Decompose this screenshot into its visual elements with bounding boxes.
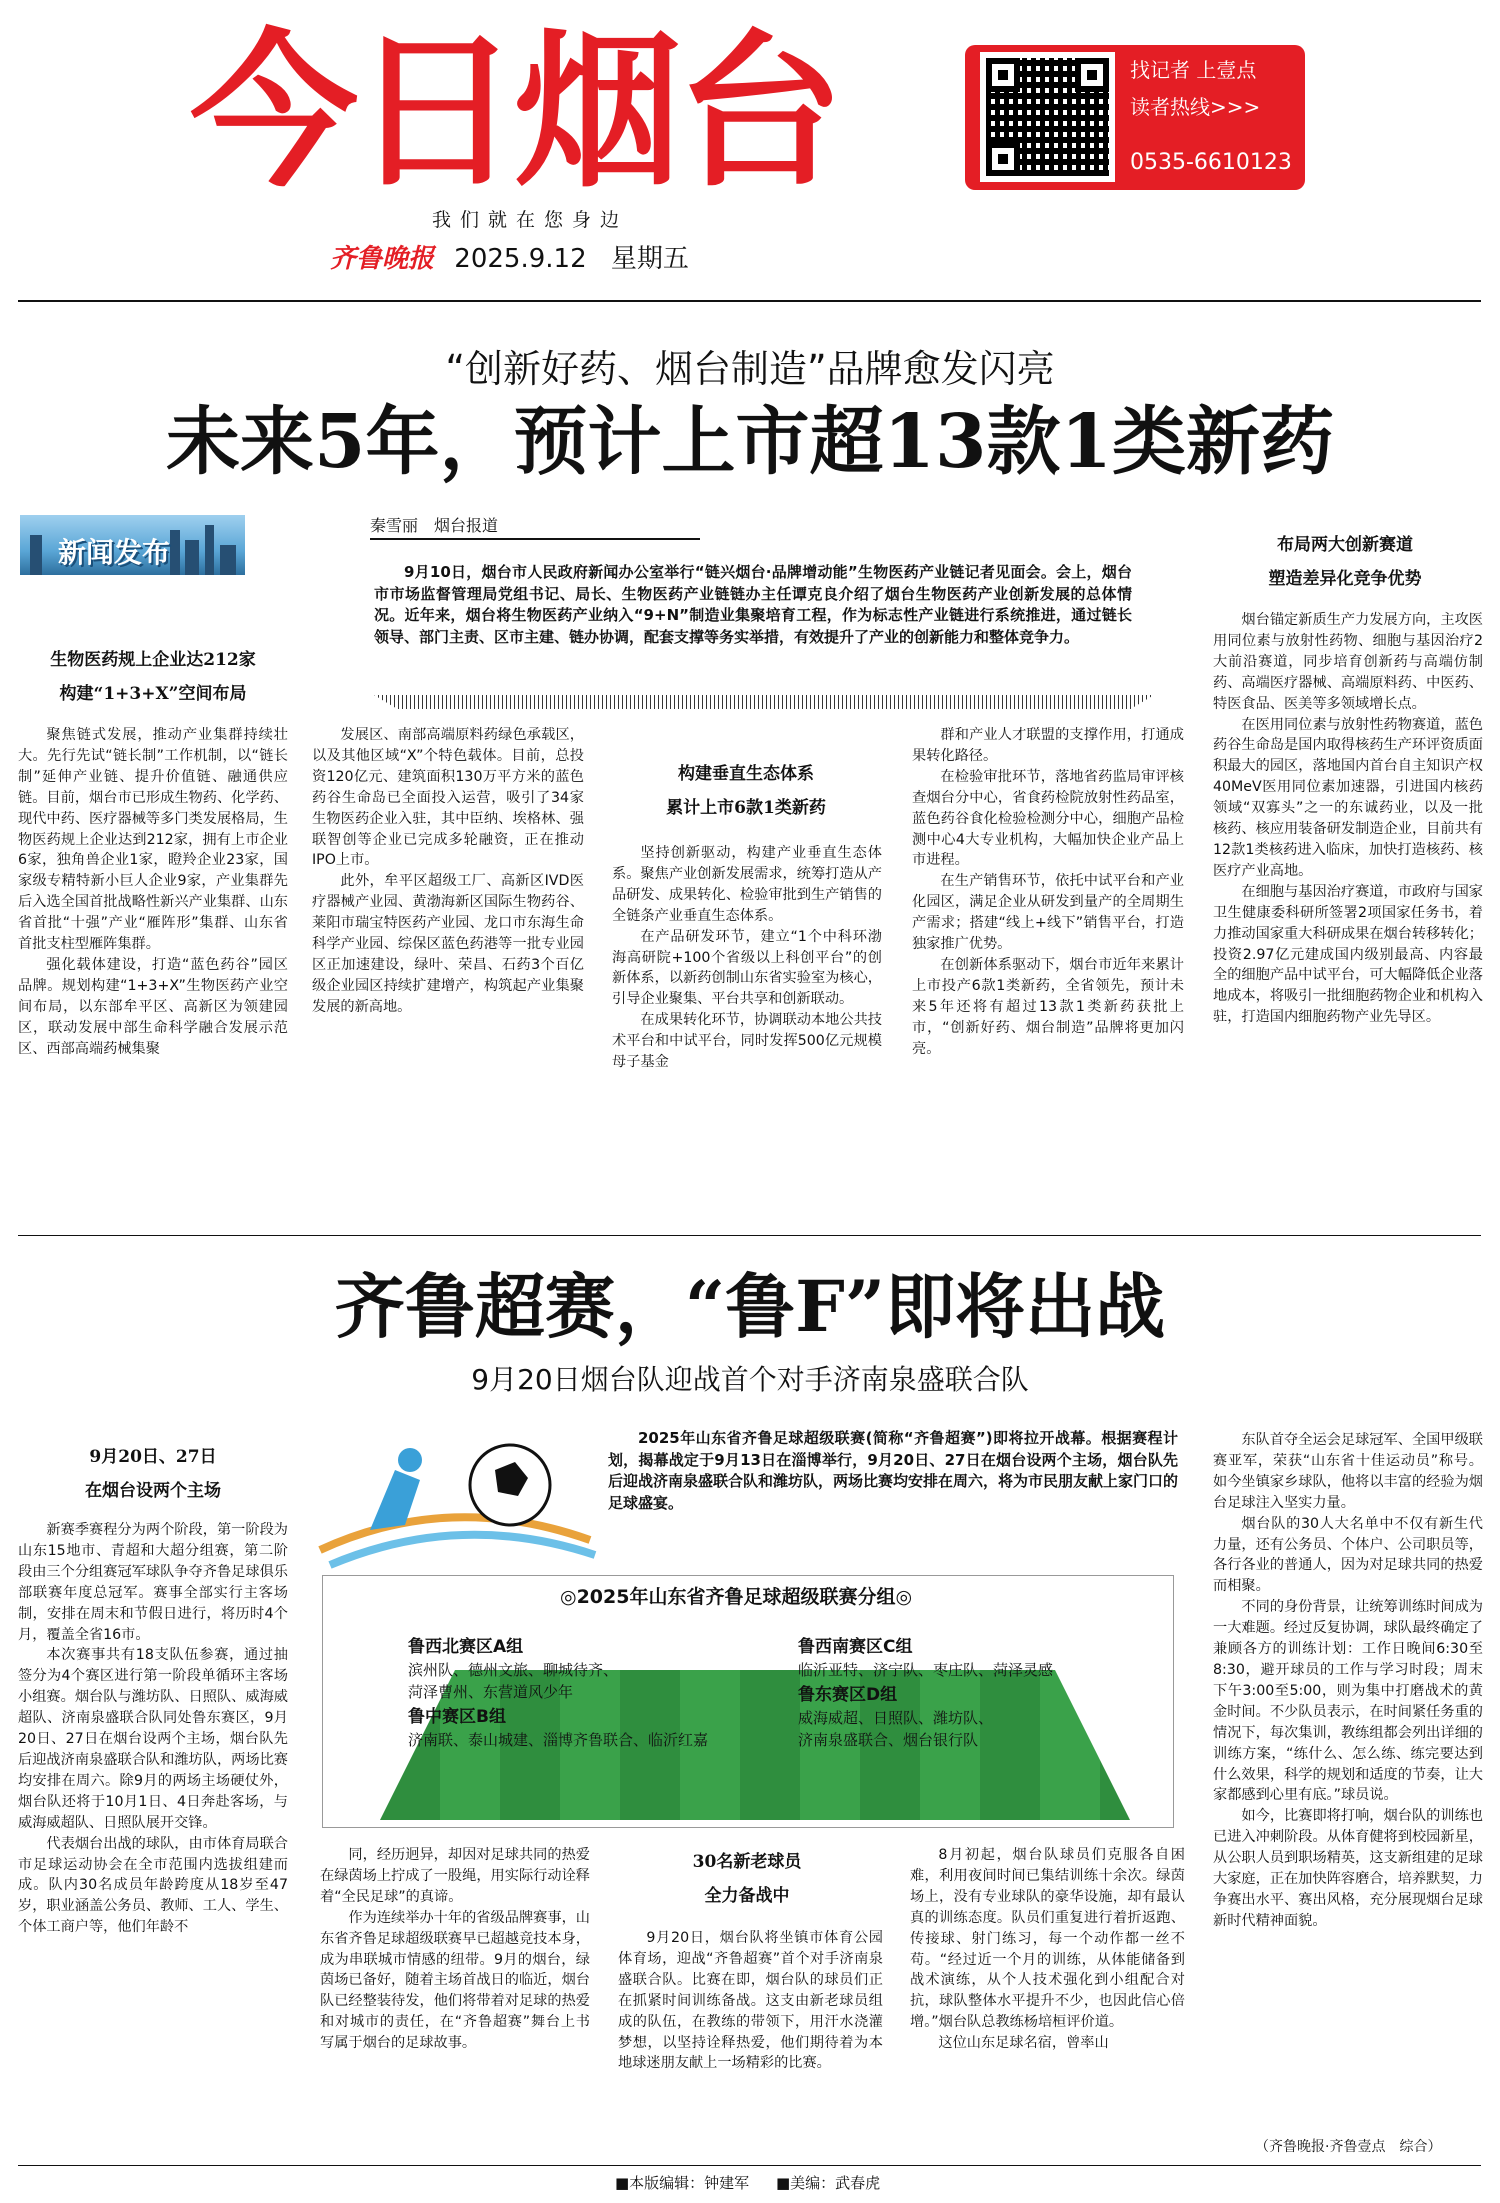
dateline xyxy=(330,238,689,275)
story1-subhead2: 构建垂直生态体系 累计上市6款1类新药 xyxy=(666,764,826,818)
group-a: 鲁西北赛区A组 滨州队、德州文旅、聊城待齐、 菏泽曹州、东营道风少年 xyxy=(408,1637,619,1701)
story1-byline: 秦雪丽 烟台报道 xyxy=(370,516,499,535)
story2-column2: 同，经历迥异，却因对足球共同的热爱在绿茵场上拧成了一股绳，用实际行动诠释着“全民足球”的真谛。 作为连续举办十年的省级品牌赛事，山东省齐鲁足球超级联赛早已超越竞技本身，成为串联城市情感的纽带。9月的烟台，绿茵场已备好，随着主场首战日的临近，烟台队已经整装待发，他们将带着对足球的热爱和对城市的责任，在“齐鲁超赛”舞台上书写属于烟台的足球故事。 xyxy=(320,1847,590,2052)
footer-credits: ■本版编辑：钟建军 ■美编：武春虎 xyxy=(615,2174,881,2192)
issue-date: 2025.9.12 xyxy=(454,244,587,274)
story2-lead: 2025年山东省齐鲁足球超级联赛(简称“齐鲁超赛”)即将拉开战幕。根据赛程计划，揭幕战定于9月13日在淄博举行，9月20日、27日在烟台设两个主场，烟台队先后迎战济南泉盛联合队和潍坊队，两场比赛均安排在周六，将为市民朋友献上家门口的足球盛宴。 xyxy=(608,1429,1179,1512)
story2-headline: 齐鲁超赛，“鲁F”即将出战 xyxy=(334,1265,1166,1348)
story1-lead: 9月10日，烟台市人民政府新闻办公室举行“链兴烟台·品牌增动能”生物医药产业链记者见面会。会上，烟台市市场监督管理局党组书记、局长、生物医药产业链链办主任谭克良介绍了烟台生物医药产业创新发展的总体情况。近年来，烟台将生物医药产业纳入“9+N”制造业集聚培育工程，作为标志性产业链进行系统推进，通过链长领导、部门主责、区市主建、链办协调，配套支撑等务实举措，有效提升了产业的创新能力和整体竞争力。 xyxy=(374,563,1132,646)
story1-column2: 发展区、南部高端原料药绿色承载区，以及其他区域“X”个特色载体。目前，总投资120亿元、建筑面积130万平方米的蓝色药谷生命岛已全面投入运营，吸引了34家生物医药企业入驻，其中臣纳、埃格林、强联智创等企业已完成多轮融资，正在推动IPO上市。 此外，牟平区超级工厂、高新区IVD医疗器械产业园、黄渤海新区国际生物药谷、莱阳市瑞宝特医药产业园、龙口市东海生命科学产业园、综保区蓝色药港等一批专业园区正加速建设，绿叶、荣昌、石药3个百亿级企业园区持续扩建增产，构筑起产业集聚发展的新高地。 xyxy=(312,727,584,1015)
lead-divider xyxy=(374,695,1154,709)
story2-credit: （齐鲁晚报·齐鲁壹点 综合） xyxy=(1255,2139,1442,2155)
news-release-label: 新闻发布 xyxy=(58,536,171,569)
group-title: ◎2025年山东省齐鲁足球超级联赛分组◎ xyxy=(560,1586,913,1608)
promo-line2: 读者热线>>> xyxy=(1130,95,1261,119)
footer-rule xyxy=(18,2165,1481,2166)
news-release-badge xyxy=(20,515,245,575)
story1-column4: 群和产业人才联盟的支撑作用，打通成果转化路径。 在检验审批环节，落地省药监局审评核查烟台分中心，省食药检院放射性药品室，蓝色药谷食化检验检测分中心，细胞产品检测中心4大专业机构，大幅加快企业产品上市进程。 在生产销售环节，依托中试平台和产业化园区，满足企业从研发到量产的全周期生产需求；搭建“线上+线下”销售平台，打造独家推广优势。 在创新体系驱动下，烟台市近年来累计上市投产6款1类新药，全省领先，预计未来5年还将有超过13款1类新药获批上市，“创新好药、烟台制造”品牌将更加闪亮。 xyxy=(912,727,1184,1057)
story2-column4: 8月初起，烟台队球员们克服各自困难，利用夜间时间已集结训练十余次。绿茵场上，没有专业球队的豪华设施，却有最认真的训练态度。队员们重复进行着折返跑、传接球、射门练习，每一个动作都一丝不苟。“经过近一个月的训练，从体能储备到战术演练，从个人技术强化到小组配合对抗，球队整体水平提升不少，也因此信心倍增。”烟台队总教练杨培桓评价道。 这位山东足球名宿，曾率山 xyxy=(910,1847,1185,2052)
story2-subhead1: 9月20日、27日 在烟台设两个主场 xyxy=(85,1447,221,1501)
section-rule xyxy=(18,1235,1481,1236)
story2-subhead2: 30名新老球员 全力备战中 xyxy=(692,1852,802,1906)
story2-column1: 新赛季赛程分为两个阶段，第一阶段为山东15地市、青超和大超分组赛，第二阶段由三个分组赛冠军球队争夺齐鲁足球俱乐部联赛年度总冠军。赛事全部实行主客场制，安排在周末和节假日进行，将历时4个月，覆盖全省16市。 本次赛事共有18支队伍参赛，通过抽签分为4个赛区进行第一阶段单循环主客场小组赛。烟台队与潍坊队、日照队、威海威超队、济南泉盛联合队同处鲁东赛区，9月20日、27日在烟台设两个主场，烟台队先后迎战济南泉盛联合队和潍坊队，两场比赛均安排在周六。除9月的两场主场硬仗外，烟台队还将于10月1日、4日奔赴客场，与威海威超队、日照队展开交锋。 代表烟台出战的球队，由市体育局联合市足球运动协会在全市范围内选拔组建而成。队内30名成员年龄跨度从18岁至47岁，职业涵盖公务员、教师、工人、学生、个体工商户等，他们年龄不 xyxy=(18,1522,288,1936)
masthead-logo: 今日烟台 xyxy=(190,14,838,210)
paper-name: 齐鲁晚报 xyxy=(330,244,435,274)
story2-column3: 9月20日，烟台队将坐镇市体育公园体育场，迎战“齐鲁超赛”首个对手济南泉盛联合队。比赛在即，烟台队的球员们正在抓紧时间训练备战。这支由新老球员组成的队伍，在教练的带领下，用汗水浇灌梦想，以坚持诠释热爱，他们期待着为本地球迷朋友献上一场精彩的比赛。 xyxy=(618,1930,883,2072)
byline-rule xyxy=(370,538,700,540)
group-c: 鲁西南赛区C组 临沂亚特、济宁队、枣庄队、菏泽灵感 xyxy=(798,1637,1054,1679)
story1-column5: 烟台锚定新质生产力发展方向，主攻医用同位素与放射性药物、细胞与基因治疗2大前沿赛道，同步培育创新药与高端仿制药、高端医疗器械、高端原料药、中医药、特医食品、医美等多领域增长点。 在医用同位素与放射性药物赛道，蓝色药谷生命岛是国内取得核药生产环评资质面积最大的园区，落地国内首台自主知识产权40MeV医用同位素加速器，引进国内核药领域“双寡头”之一的东诚药业，以及一批核药、核应用装备研发制造企业，目前共有12款1类核药进入临床，加快打造核药、核医疗产业高地。 在细胞与基因治疗赛道，市政府与国家卫生健康委科研所签署2项国家任务书，着力推动国家重大科研成果在烟台转移转化；投资2.97亿元建成国内级别最高、内容最全的细胞产品中试平台，可大幅降低企业落地成本，将吸引一批细胞药物企业和机构入驻，打造国内细胞药物产业先导区。 xyxy=(1213,612,1483,1026)
group-d: 鲁东赛区D组 威海威超、日照队、潍坊队、 济南泉盛联合、烟台银行队 xyxy=(798,1685,994,1749)
story2-subheadline: 9月20日烟台队迎战首个对手济南泉盛联合队 xyxy=(471,1363,1029,1396)
slogan: 我们就在您身边 xyxy=(432,209,629,231)
qr-code-icon[interactable] xyxy=(980,52,1115,182)
promo-line1: 找记者 上壹点 xyxy=(1130,58,1257,82)
story1-column3: 坚持创新驱动，构建产业垂直生态体系。聚焦产业创新发展需求，统筹打造从产品研发、成果转化、检验审批到生产销售的全链条产业垂直生态体系。 在产品研发环节，建立“1个中科环渤海高研院+100个省级以上科创平台”的创新体系，以新药创制山东省实验室为核心，引导企业聚集、平台共享和创新联动。 在成果转化环节，协调联动本地公共技术平台和中试平台，同时发挥500亿元规模母子基金 xyxy=(612,845,882,1071)
masthead-rule xyxy=(18,300,1481,302)
story1-column1: 聚焦链式发展，推动产业集群持续壮大。先行先试“链长制”工作机制，以“链长制”延伸产业链、提升价值链、融通供应链。目前，烟台市已形成生物药、化学药、现代中药、医疗器械等多门类发展格局，生物医药规上企业达到212家，拥有上市企业6家，独角兽企业1家，瞪羚企业23家，国家级专精特新小巨人企业9家，产业集群先后入选全国首批战略性新兴产业集群、山东省首批“十强”产业“雁阵形”集群、山东省首批支柱型雁阵集群。 强化载体建设，打造“蓝色药谷”园区品牌。规划构建“1+3+X”生物医药产业空间布局，以东部牟平区、高新区为领建园区，联动发展中部生命科学融合发展示范区、西部高端药械集聚 xyxy=(18,727,288,1057)
story1-kicker: “创新好药、烟台制造”品牌愈发闪亮 xyxy=(445,347,1055,391)
story1-subhead3: 布局两大创新赛道 塑造差异化竞争优势 xyxy=(1268,535,1422,589)
issue-weekday: 星期五 xyxy=(610,244,689,274)
story1-subhead1: 生物医药规上企业达212家 构建“1+3+X”空间布局 xyxy=(50,650,256,704)
story1-headline: 未来5年，预计上市超13款1类新药 xyxy=(166,399,1334,485)
group-b: 鲁中赛区B组 济南联、泰山城建、淄博齐鲁联合、临沂红嘉 xyxy=(408,1707,709,1749)
football-player-icon xyxy=(300,1430,600,1580)
hotline-number: 0535-6610123 xyxy=(1130,150,1292,175)
story2-column5: 东队首夺全运会足球冠军、全国甲级联赛亚军，荣获“山东省十佳运动员”称号。如今坐镇家乡球队，他将以丰富的经验为烟台足球注入坚实力量。 烟台队的30人大名单中不仅有新生代力量，还有公务员、个体户、公司职员等，各行各业的普通人，因为对足球共同的热爱而相聚。 不同的身份背景，让统筹训练时间成为一大难题。经过反复协调，球队最终确定了兼顾各方的训练计划：工作日晚间6:30至8:30，避开球员的工作与学习时段；周末下午3:00至5:00，则为集中打磨战术的黄金时间。不少队员表示，在时间紧任务重的情况下，每次集训，教练组都会列出详细的训练方案，“练什么、怎么练、练完要达到什么效果，科学的规划和适度的节奏，让大家都感到心里有底。”球员说。 如今，比赛即将打响，烟台队的训练也已进入冲刺阶段。从体育健将到校园新星，从公职人员到职场精英，这支新组建的足球大家庭，正在加快阵容磨合，培养默契，力争赛出水平、赛出风格，充分展现烟台足球新时代精神面貌。 xyxy=(1213,1432,1483,1929)
